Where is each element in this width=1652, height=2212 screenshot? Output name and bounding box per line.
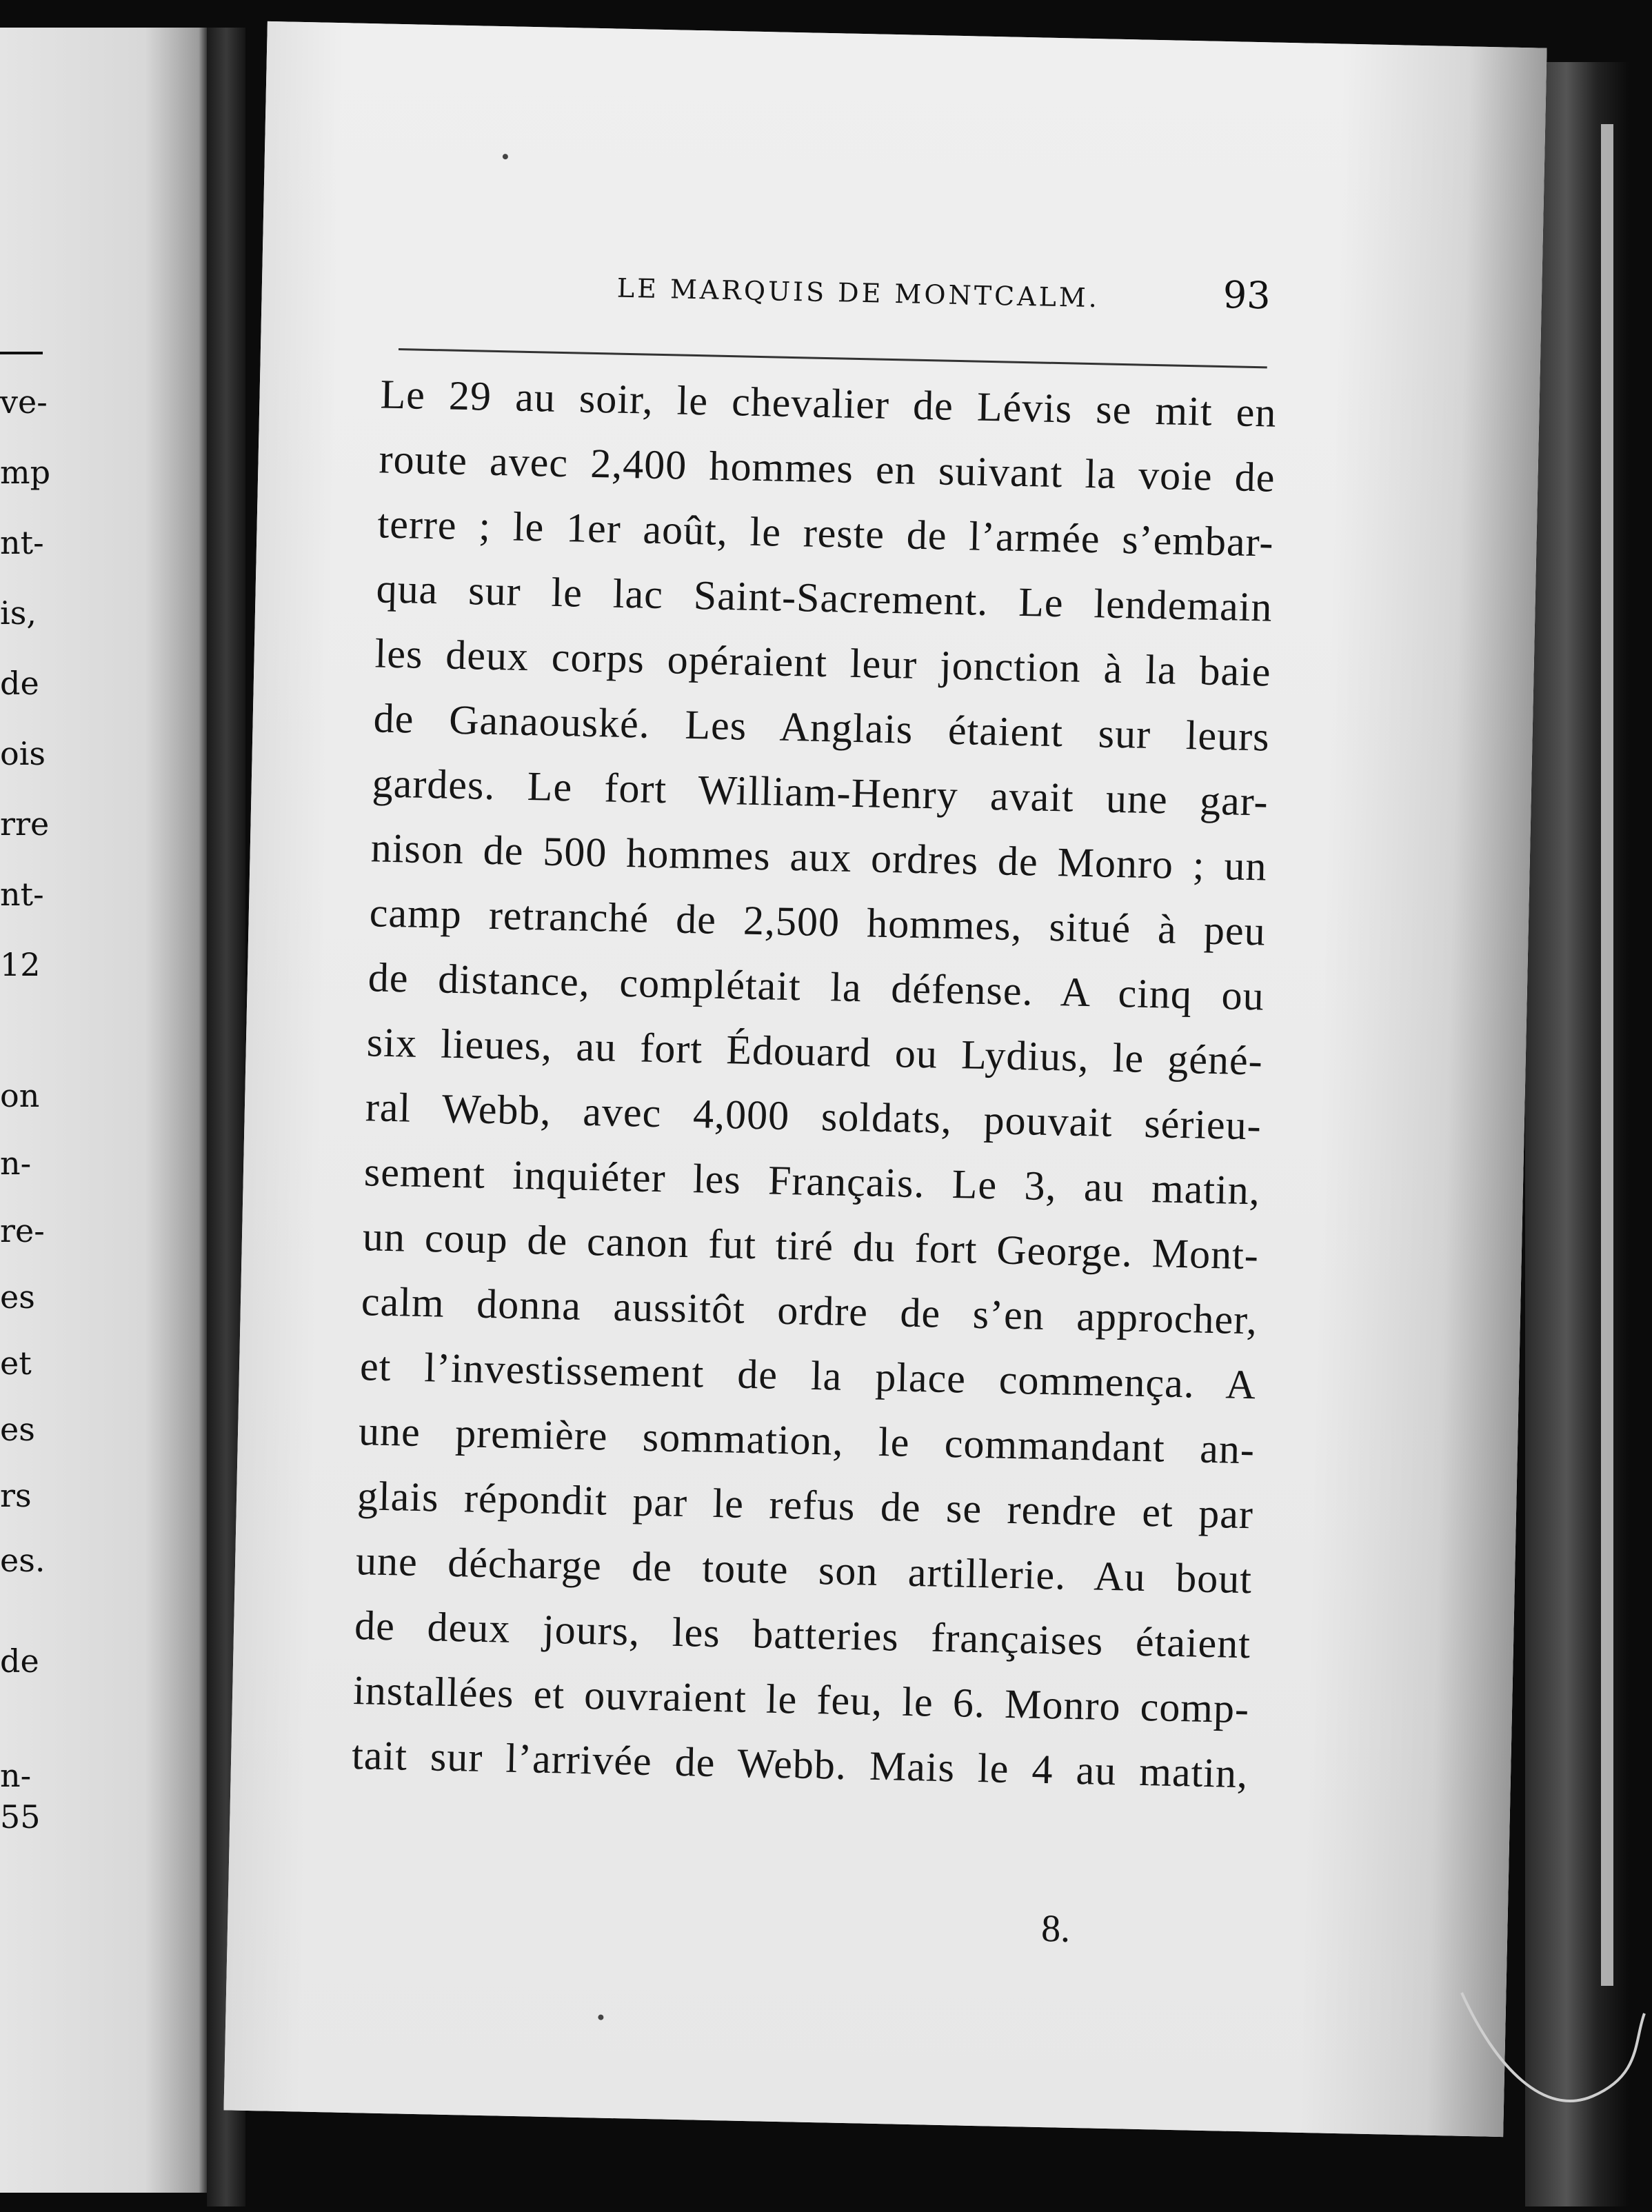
page-stack-edge — [1601, 124, 1613, 1986]
text-line: de distance, complétait la défense. A cinq ou — [367, 954, 1265, 1019]
text-line: sement inquiéter les Français. Le 3, au matin, — [363, 1149, 1261, 1214]
ink-speck — [598, 2015, 603, 2020]
text-line: de deux jours, les batteries françaises étaient — [354, 1602, 1251, 1667]
text-line: de Ganaouské. Les Anglais étaient sur leurs — [373, 695, 1271, 760]
left-line-fragment: de — [0, 665, 39, 702]
text-line: Le 29 au soir, le chevalier de Lévis se mit en — [379, 371, 1278, 436]
page-header — [261, 250, 1542, 332]
text-line: gardes. Le fort William-Henry avait une gar- — [372, 760, 1269, 825]
text-line: calm donna aussitôt ordre de s’en approcher, — [361, 1278, 1258, 1343]
text-line: glais répondit par le refus de se rendre et par — [356, 1473, 1254, 1538]
text-line: installées et ouvraient le feu, le 6. Monro comp- — [352, 1667, 1250, 1732]
left-line-fragment: es — [0, 1278, 35, 1316]
left-line-fragment: n- — [0, 1757, 32, 1794]
text-line: terre ; le 1er août, le reste de l’armée s’embar- — [377, 501, 1275, 565]
left-line-fragment: on — [0, 1077, 40, 1114]
text-line: six lieues, au fort Édouard ou Lydius, le géné- — [366, 1019, 1264, 1084]
text-line: nison de 500 hommes aux ordres de Monro ; un — [370, 825, 1268, 889]
text-line: une décharge de toute son artillerie. Au bout — [355, 1538, 1253, 1602]
left-line-fragment: rs — [0, 1477, 32, 1514]
left-line-fragment: ve- — [0, 383, 48, 421]
stray-fiber — [1455, 1986, 1648, 2124]
text-line: une première sommation, le commandant an- — [358, 1408, 1256, 1473]
left-line-fragment: n- — [0, 1145, 32, 1182]
text-line: ral Webb, avec 4,000 soldats, pouvait sérieu- — [365, 1084, 1262, 1149]
left-line-fragment: is, — [0, 594, 37, 632]
left-line-fragment: es. — [0, 1542, 46, 1579]
left-line-fragment: ois — [0, 735, 46, 772]
left-line-fragment: 55 — [0, 1798, 41, 1836]
left-line-fragment: et — [0, 1345, 32, 1382]
left-line-fragment: mp — [0, 454, 51, 491]
body-text — [351, 361, 1277, 1806]
page-number: 93 — [1222, 273, 1271, 318]
left-line-fragment: 12 — [0, 946, 41, 983]
text-line: tait sur l’arrivée de Webb. Mais le 4 au matin, — [351, 1732, 1249, 1797]
left-facing-page — [0, 28, 207, 2193]
left-line-fragment: nt- — [0, 876, 44, 913]
text-line: route avec 2,400 hommes en suivant la voie de — [378, 436, 1276, 501]
left-line-fragment: rre — [0, 805, 50, 843]
text-line: qua sur le lac Saint-Sacrement. Le lendemain — [376, 565, 1273, 630]
signature-mark: 8. — [1040, 1907, 1071, 1951]
text-line: les deux corps opéraient leur jonction à la baie — [374, 630, 1272, 695]
left-page-text-fragments — [0, 28, 51, 2193]
text-line: et l’investissement de la place commença. A — [359, 1343, 1257, 1408]
left-line-fragment: re- — [0, 1212, 45, 1249]
ink-speck — [503, 154, 508, 159]
running-head: LE MARQUIS DE MONTCALM. — [616, 272, 1100, 314]
left-line-fragment: es — [0, 1411, 35, 1448]
left-line-fragment: de — [0, 1642, 39, 1680]
text-line: camp retranché de 2,500 hommes, situé à peu — [369, 889, 1267, 954]
right-page — [223, 21, 1547, 2137]
left-line-fragment: nt- — [0, 524, 44, 561]
text-line: un coup de canon fut tiré du fort George. Mont- — [362, 1214, 1260, 1278]
